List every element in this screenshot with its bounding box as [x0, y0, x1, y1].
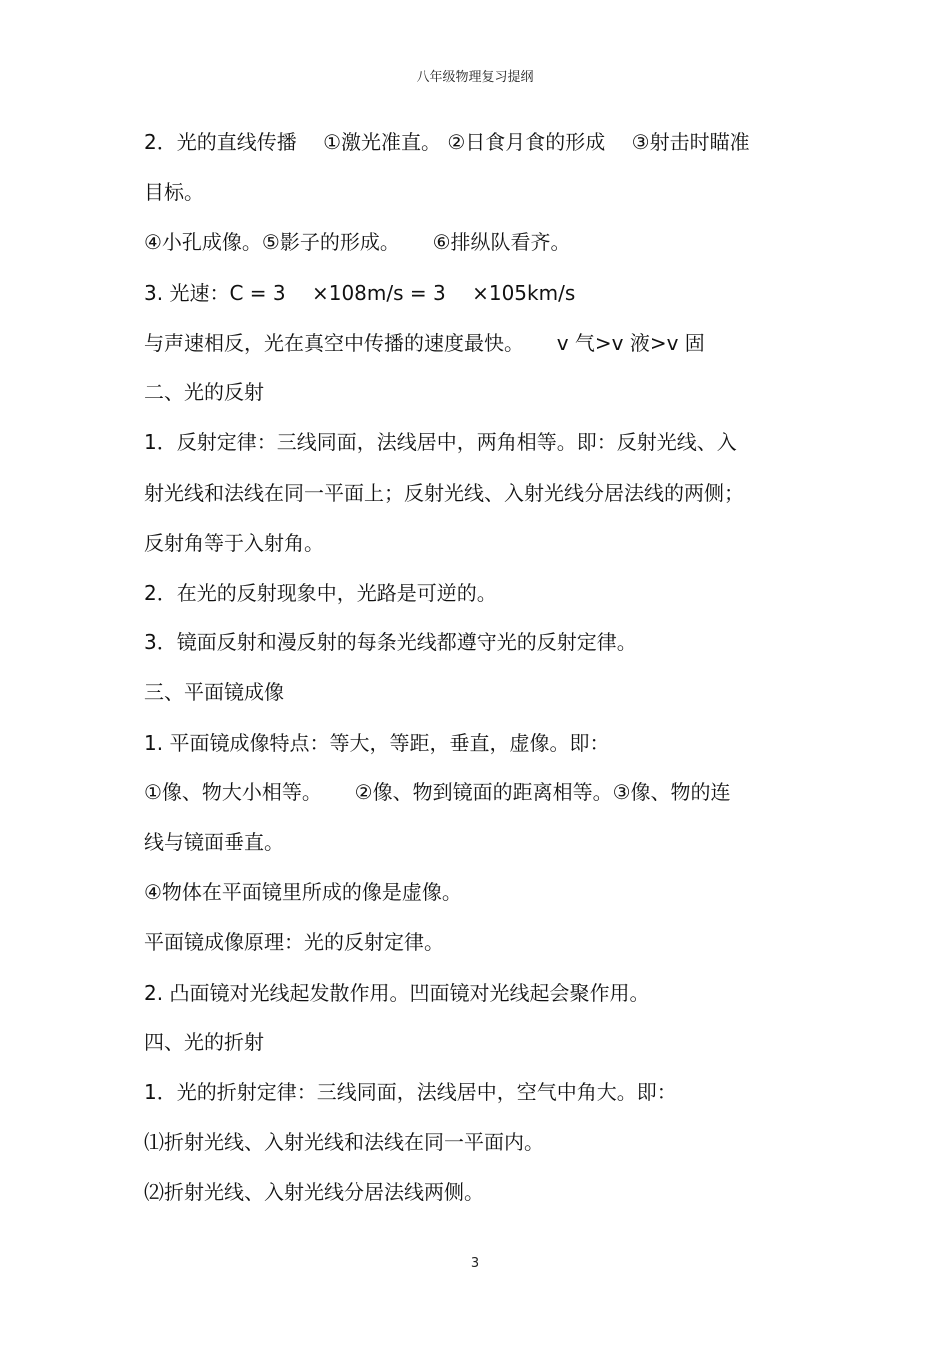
- text-line: 与声速相反，光在真空中传播的速度最快。 v 气>v 液>v 固: [144, 331, 705, 355]
- text-line: 3. 光速：C = 3 ×108m/s = 3 ×105km/s: [144, 281, 576, 305]
- text-line: 1．反射定律：三线同面，法线居中，两角相等。即：反射光线、入: [144, 430, 737, 454]
- text-line: 1．光的折射定律：三线同面，法线居中，空气中角大。即：: [144, 1080, 677, 1104]
- page-header: 八年级物理复习提纲: [416, 70, 534, 85]
- text-line: 目标。: [144, 180, 204, 204]
- text-line: 线与镜面垂直。: [144, 830, 284, 854]
- text-line: 2．在光的反射现象中，光路是可逆的。: [144, 581, 497, 605]
- text-line: ④物体在平面镜里所成的像是虚像。: [144, 880, 462, 904]
- page-number: 3: [470, 1256, 480, 1271]
- text-line: ①像、物大小相等。 ②像、物到镜面的距离相等。③像、物的连: [144, 780, 731, 804]
- text-line: 平面镜成像原理：光的反射定律。: [144, 930, 444, 954]
- text-line: ④小孔成像。⑤影子的形成。 ⑥排纵队看齐。: [144, 230, 571, 254]
- text-line: 2．光的直线传播 ①激光准直。 ②日食月食的形成 ③射击时瞄准: [144, 130, 750, 154]
- section-heading: 四、光的折射: [144, 1030, 264, 1054]
- text-line: 3．镜面反射和漫反射的每条光线都遵守光的反射定律。: [144, 630, 637, 654]
- text-line: 1. 平面镜成像特点：等大，等距，垂直，虚像。即：: [144, 731, 610, 755]
- text-line: ⑴折射光线、入射光线和法线在同一平面内。: [144, 1130, 544, 1154]
- text-line: 反射角等于入射角。: [144, 531, 324, 555]
- section-heading: 三、平面镜成像: [144, 680, 284, 704]
- section-heading: 二、光的反射: [144, 380, 264, 404]
- text-line: 射光线和法线在同一平面上；反射光线、入射光线分居法线的两侧；: [144, 481, 744, 505]
- text-line: ⑵折射光线、入射光线分居法线两侧。: [144, 1180, 484, 1204]
- text-line: 2. 凸面镜对光线起发散作用。凹面镜对光线起会聚作用。: [144, 981, 650, 1005]
